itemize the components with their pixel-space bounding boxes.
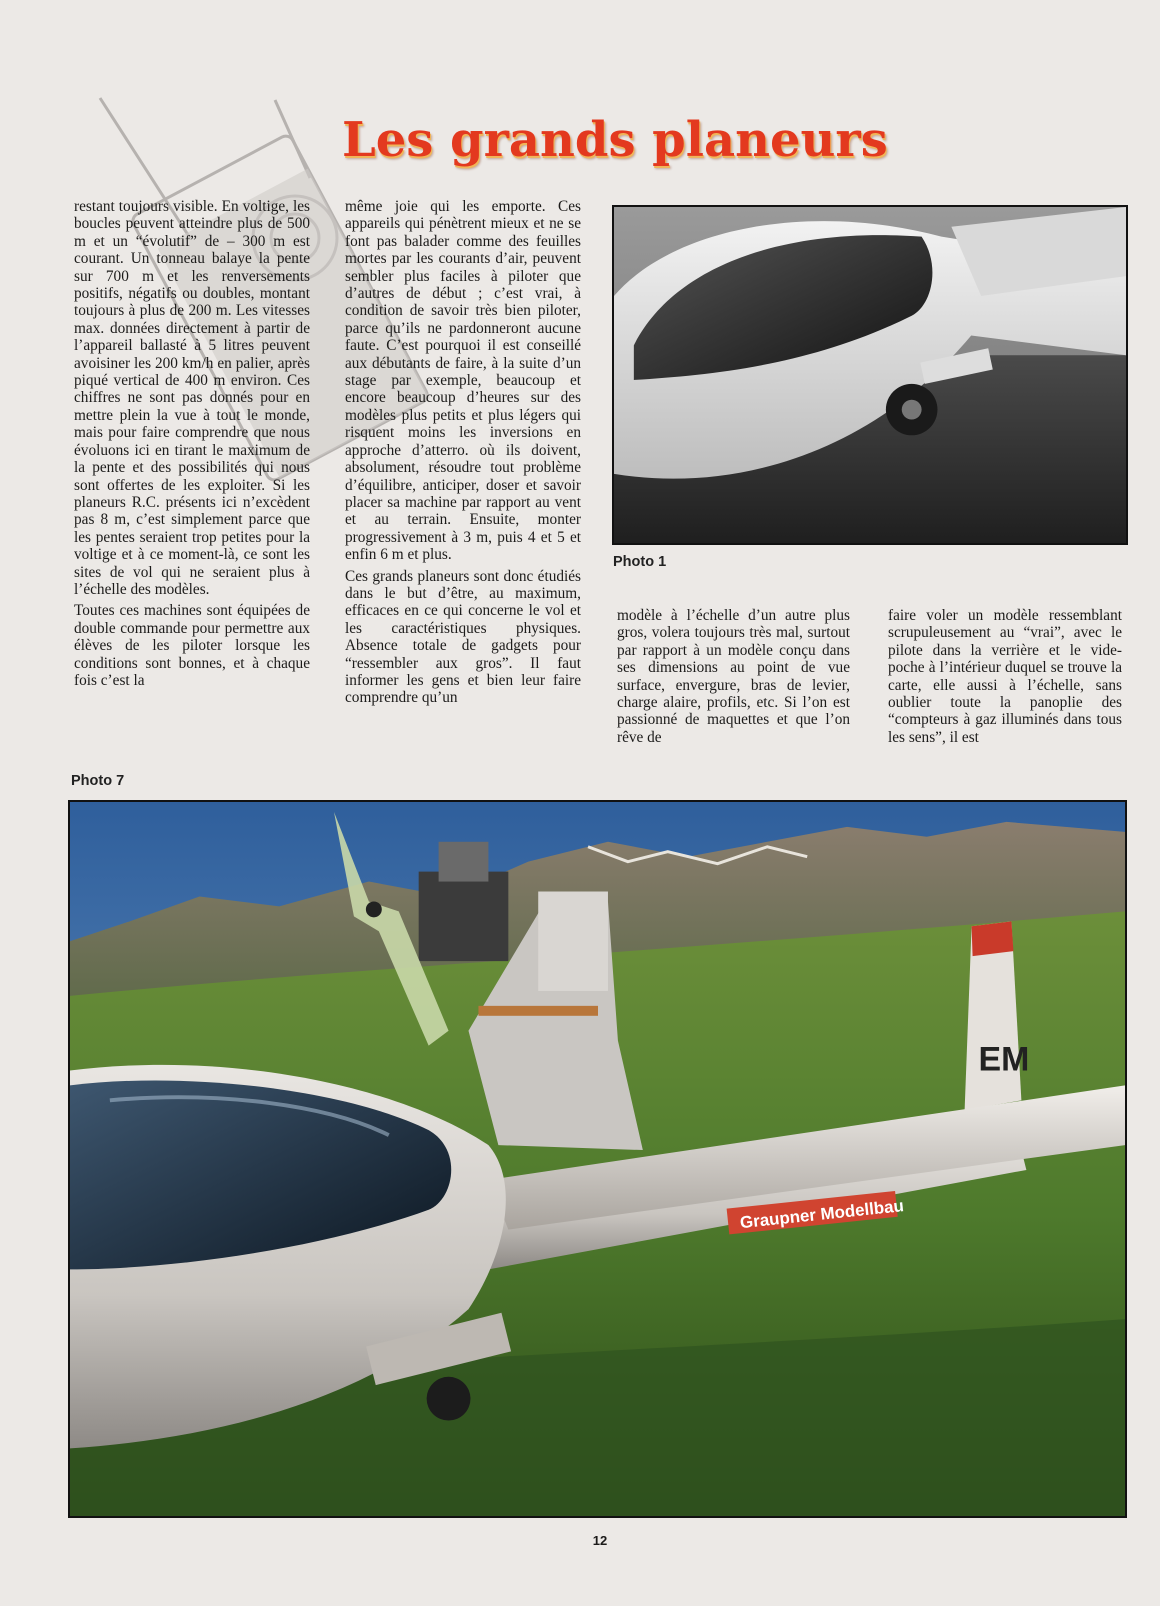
paragraph: Ces grands planeurs sont donc étudiés dans le but d’être, au maximum, efficaces en ce qui concerne le vol et les caractéristiques physiques. Absence totale de gadgets pour “ressembler aux gros”. Il faut informer les gens et bien leur faire comprendre qu’un — [345, 567, 581, 707]
text-column-2 — [345, 198, 581, 711]
text-column-4 — [888, 607, 1122, 750]
motor-glider-image — [70, 802, 1125, 1516]
paragraph: faire voler un modèle ressemblant scrupuleusement au “vrai”, avec le pilote dans la verrière et le vide-poche à l’intérieur duquel se trouve la carte, elle aussi à l’échelle, sans oublier toute la panoplie des “compteurs à gaz illuminés dans tous les sens”, il est — [888, 607, 1122, 746]
paragraph: modèle à l’échelle d’un autre plus gros, volera toujours très mal, surtout par rapport à un modèle conçu dans ses dimensions au point de vue surface, envergure, bras de levier, charge alaire, profils, etc. Si l’on est passionné de maquettes et que l’on rêve de — [617, 607, 850, 746]
article-title: Les grands planeurs — [342, 112, 888, 168]
glider-canopy-image — [614, 207, 1126, 543]
photo-7-caption: Photo 7 — [71, 773, 125, 789]
photo-1-glider-canopy — [612, 205, 1128, 545]
paragraph: restant toujours visible. En voltige, les boucles peuvent atteindre plus de 500 m et un “évolutif” de – 300 m est courant. Un tonneau balaye la pente sur 700 m et les renversements positifs, négatifs ou doubles, montant toujours à plus de 200 m. Les vitesses max. données directement à partir de l’appareil ballasté à 5 litres peuvent avoisiner les 200 km/h en palier, après piqué vertical de 400 m environ. Ces chiffres ne sont pas donnés pour en mettre plein la vue à tout le monde, mais pour faire comprendre que nous évoluons ici en tirant le maximum de la pente et des possibilités qui nous sont offertes de les exploiter. Si les planeurs R.C. présents ici n’excèdent pas 8 m, c’est simplement parce que les pentes seraient trop petites pour la voltige et à ce moment-là, ce sont les sites de vol qui ne seraient plus à l’échelle des modèles. — [74, 198, 310, 598]
fuselage-logo-text: Graupner Modellbau — [739, 1196, 905, 1233]
text-column-1 — [74, 198, 310, 693]
paragraph: même joie qui les emporte. Ces appareils qui pénètrent mieux et ne se font pas balader comme des feuilles mortes par les courants d’air, peuvent sembler plus faciles à piloter que d’autres de début ; c’est vrai, à condition de savoir très bien piloter, parce qu’ils ne pardonneront aucune faute. C’est pourquoi il est conseillé aux débutants de faire, à la suite d’un stage par exemple, beaucoup et encore beaucoup d’heures sur des modèles plus petits et plus légers qui risquent moins les inversions en approche d’atterro. où ils doivent, absolument, résoudre tout problème d’équilibre, anticiper, doser et savoir placer sa machine par rapport au vent et au terrain. Ensuite, monter progressivement à 3 m, puis 4 et 5 et enfin 6 m et plus. — [345, 198, 581, 564]
paragraph: Toutes ces machines sont équipées de double commande pour permettre aux élèves de les piloter lorsque les conditions sont bonnes, et à chaque fois c’est la — [74, 602, 310, 689]
photo-7-motor-glider — [68, 800, 1127, 1518]
text-column-3 — [617, 607, 850, 750]
photo-1-caption: Photo 1 — [613, 554, 667, 570]
tail-registration-letters: EM — [978, 1040, 1030, 1079]
page-number: 12 — [592, 1533, 608, 1548]
